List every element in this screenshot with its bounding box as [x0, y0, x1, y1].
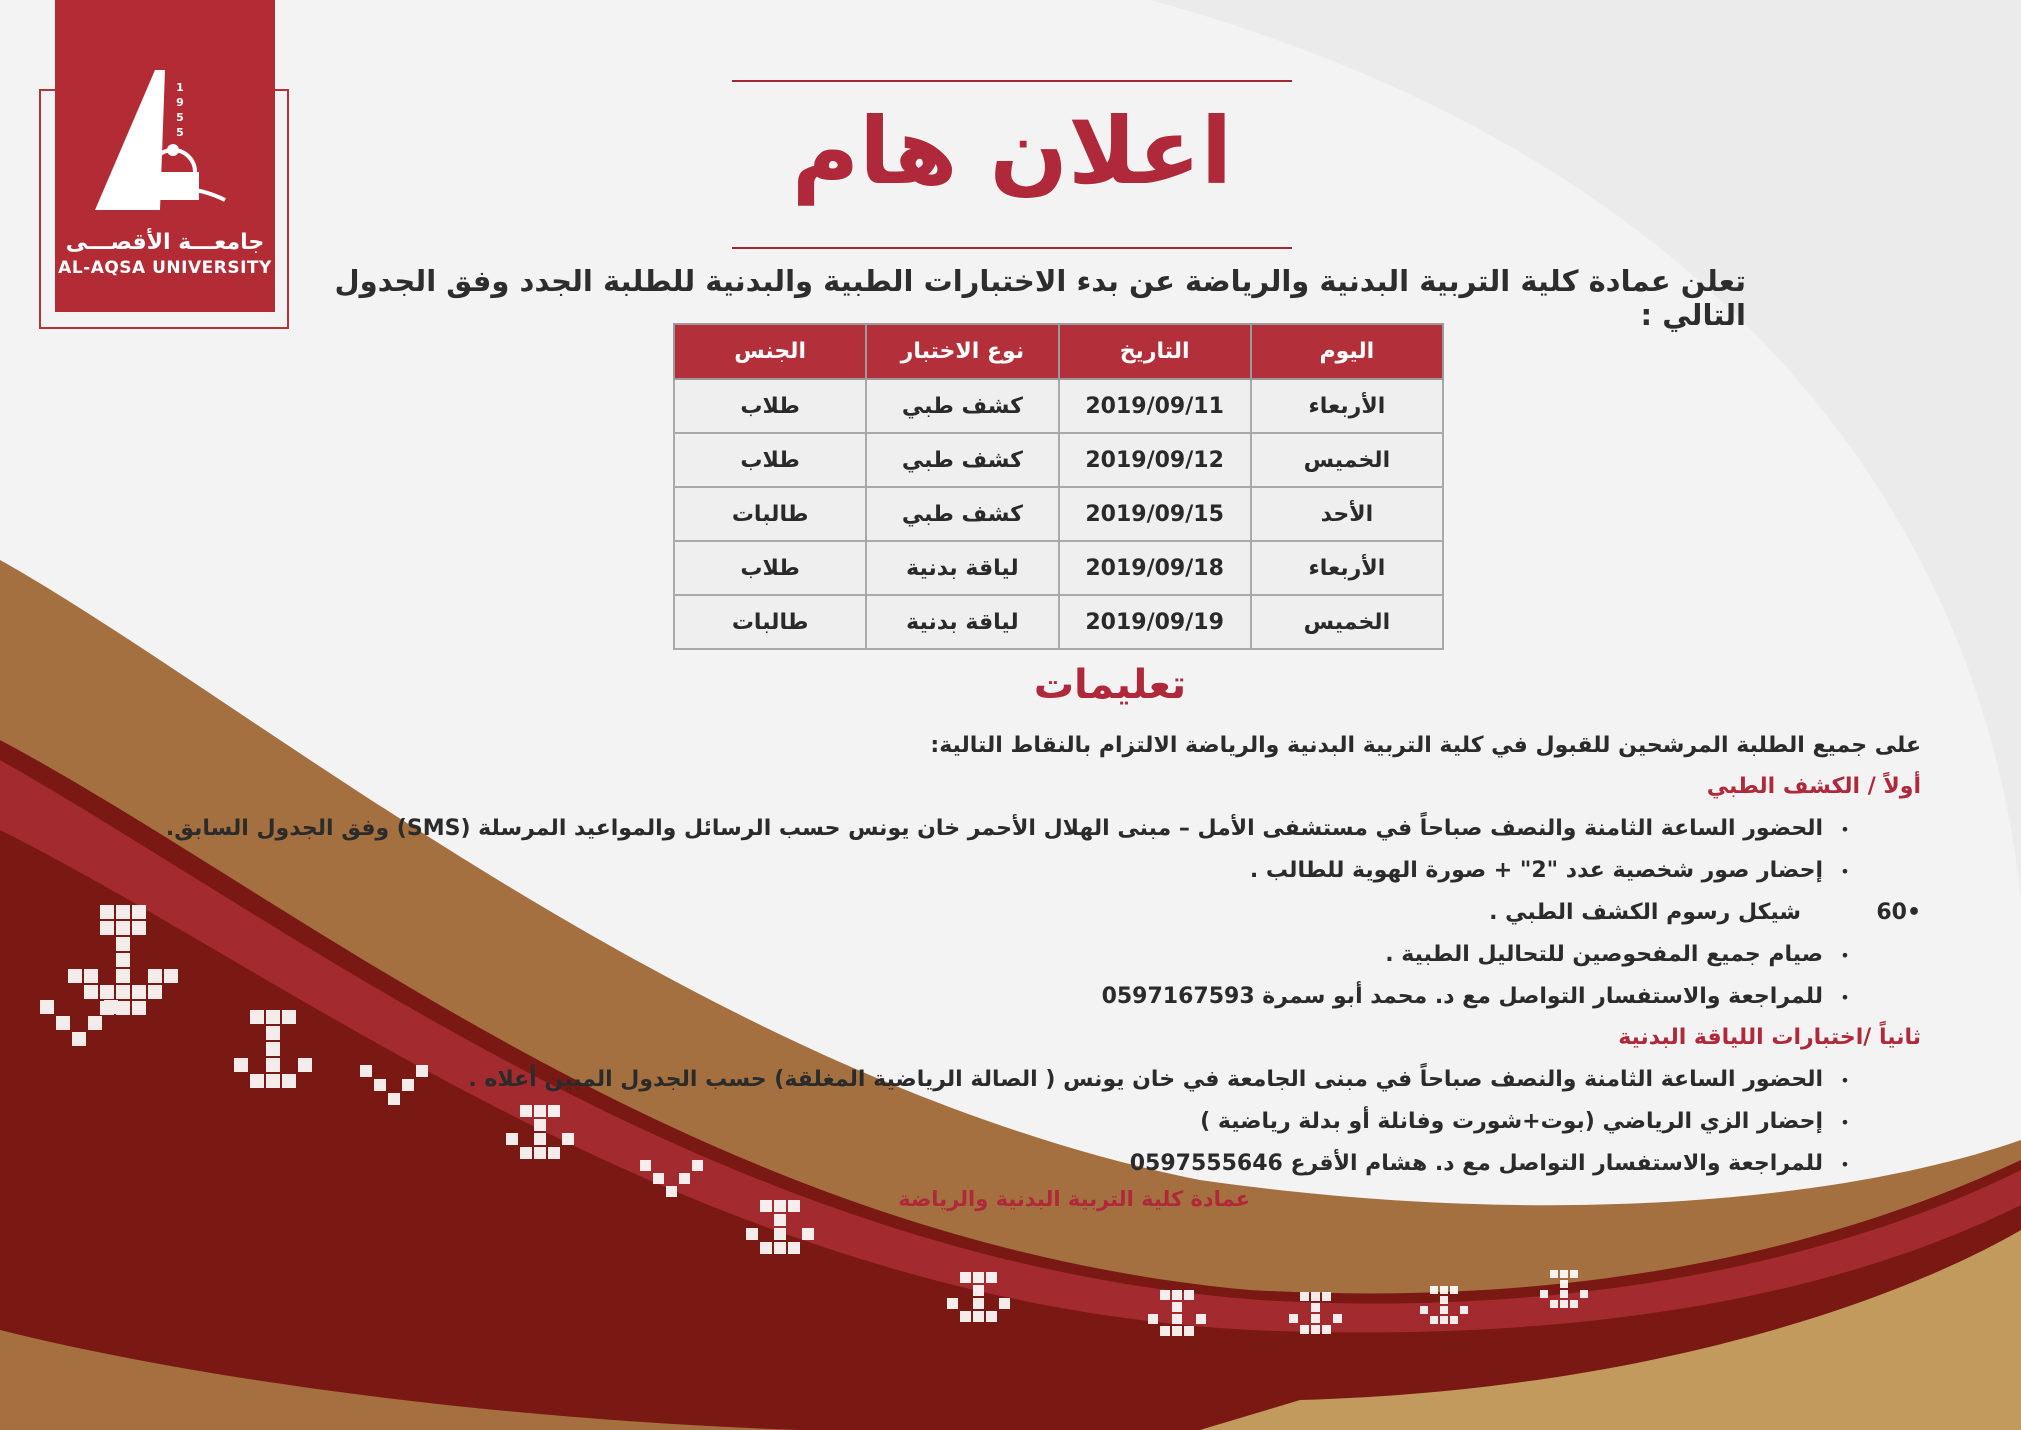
table-row	[674, 595, 1443, 649]
header-gender: الجنس	[674, 324, 866, 379]
cell-gender: طلاب	[674, 541, 866, 595]
cell-test-type: لياقة بدنية	[866, 541, 1058, 595]
cell-date: 2019/09/11	[1059, 379, 1251, 433]
cell-day: الخميس	[1251, 433, 1443, 487]
cell-date: 2019/09/18	[1059, 541, 1251, 595]
section-fitness-heading: ثانياً /اختبارات اللياقة البدنية	[1618, 1025, 1921, 1050]
instructions-title: تعليمات	[1033, 662, 1187, 708]
logo-name-english: AL-AQSA UNIVERSITY	[58, 258, 272, 278]
fitness-item-attendance: الحضور الساعة الثامنة والنصف صباحاً في مبنى الجامعة في خان يونس ( الصالة الرياضية المغلقة) حسب الجدول المبين أعلاه .	[468, 1067, 1823, 1092]
cell-gender: طلاب	[674, 433, 866, 487]
medical-item-contact: للمراجعة والاستفسار التواصل مع د. محمد أبو سمرة 0597167593	[1101, 984, 1823, 1009]
cell-gender: طلاب	[674, 379, 866, 433]
bullet-icon: •	[1840, 946, 1850, 965]
fitness-item-uniform: إحضار الزي الرياضي (بوت+شورت وفانلة أو بدلة رياضية )	[1200, 1109, 1823, 1134]
cell-test-type: كشف طبي	[866, 433, 1058, 487]
cell-day: الأحد	[1251, 487, 1443, 541]
bullet-icon: •	[1840, 1113, 1850, 1132]
logo-name-arabic: جامعـــة الأقصـــى	[65, 230, 265, 255]
cell-day: الخميس	[1251, 595, 1443, 649]
cell-test-type: كشف طبي	[866, 379, 1058, 433]
bullet-icon: •	[1840, 988, 1850, 1007]
medical-item-photos: إحضار صور شخصية عدد "2" + صورة الهوية للطالب .	[1249, 858, 1823, 883]
cell-gender: طالبات	[674, 595, 866, 649]
header-test-type: نوع الاختبار	[866, 324, 1058, 379]
table-row	[674, 541, 1443, 595]
fee-amount: •60	[1876, 900, 1921, 925]
section-medical-heading: أولاً / الكشف الطبي	[1706, 774, 1921, 799]
bullet-icon: •	[1840, 820, 1850, 839]
cell-test-type: كشف طبي	[866, 487, 1058, 541]
announcement-intro: تعلن عمادة كلية التربية البدنية والرياضة عن بدء الاختبارات الطبية والبدنية للطلبة الجدد وفق الجدول التالي :	[334, 264, 1746, 332]
cell-date: 2019/09/19	[1059, 595, 1251, 649]
cell-gender: طالبات	[674, 487, 866, 541]
medical-item-attendance: الحضور الساعة الثامنة والنصف صباحاً في مستشفى الأمل – مبنى الهلال الأحمر خان يونس حسب الرسائل والمواعيد المرسلة (SMS) وفق الجدول السابق.	[165, 816, 1823, 841]
page-title: اعلان هام	[791, 98, 1233, 205]
table-row	[674, 433, 1443, 487]
mosque-emblem-icon	[55, 0, 275, 230]
medical-item-fee: شيكل رسوم الكشف الطبي .	[1489, 900, 1801, 925]
cell-date: 2019/09/12	[1059, 433, 1251, 487]
bullet-icon: •	[1840, 1071, 1850, 1090]
instructions-lead: على جميع الطلبة المرشحين للقبول في كلية التربية البدنية والرياضة الالتزام بالنقاط التالية:	[930, 733, 1921, 758]
table-header-row	[674, 324, 1443, 379]
medical-item-fasting: صيام جميع المفحوصين للتحاليل الطبية .	[1385, 942, 1823, 967]
signature-deanship: عمادة كلية التربية البدنية والرياضة	[898, 1187, 1250, 1211]
cell-test-type: لياقة بدنية	[866, 595, 1058, 649]
cell-day: الأربعاء	[1251, 541, 1443, 595]
header-date: التاريخ	[1059, 324, 1251, 379]
bullet-icon: •	[1840, 1155, 1850, 1174]
cell-day: الأربعاء	[1251, 379, 1443, 433]
fitness-item-contact: للمراجعة والاستفسار التواصل مع د. هشام الأقرع 0597555646	[1129, 1151, 1823, 1176]
table-row	[674, 379, 1443, 433]
title-bottom-rule	[732, 247, 1292, 249]
title-top-rule	[732, 80, 1292, 82]
table-row	[674, 487, 1443, 541]
schedule-table	[673, 323, 1444, 650]
bullet-icon: •	[1840, 862, 1850, 881]
cell-date: 2019/09/15	[1059, 487, 1251, 541]
header-day: اليوم	[1251, 324, 1443, 379]
logo-year: 1 9 5 5	[176, 81, 184, 139]
